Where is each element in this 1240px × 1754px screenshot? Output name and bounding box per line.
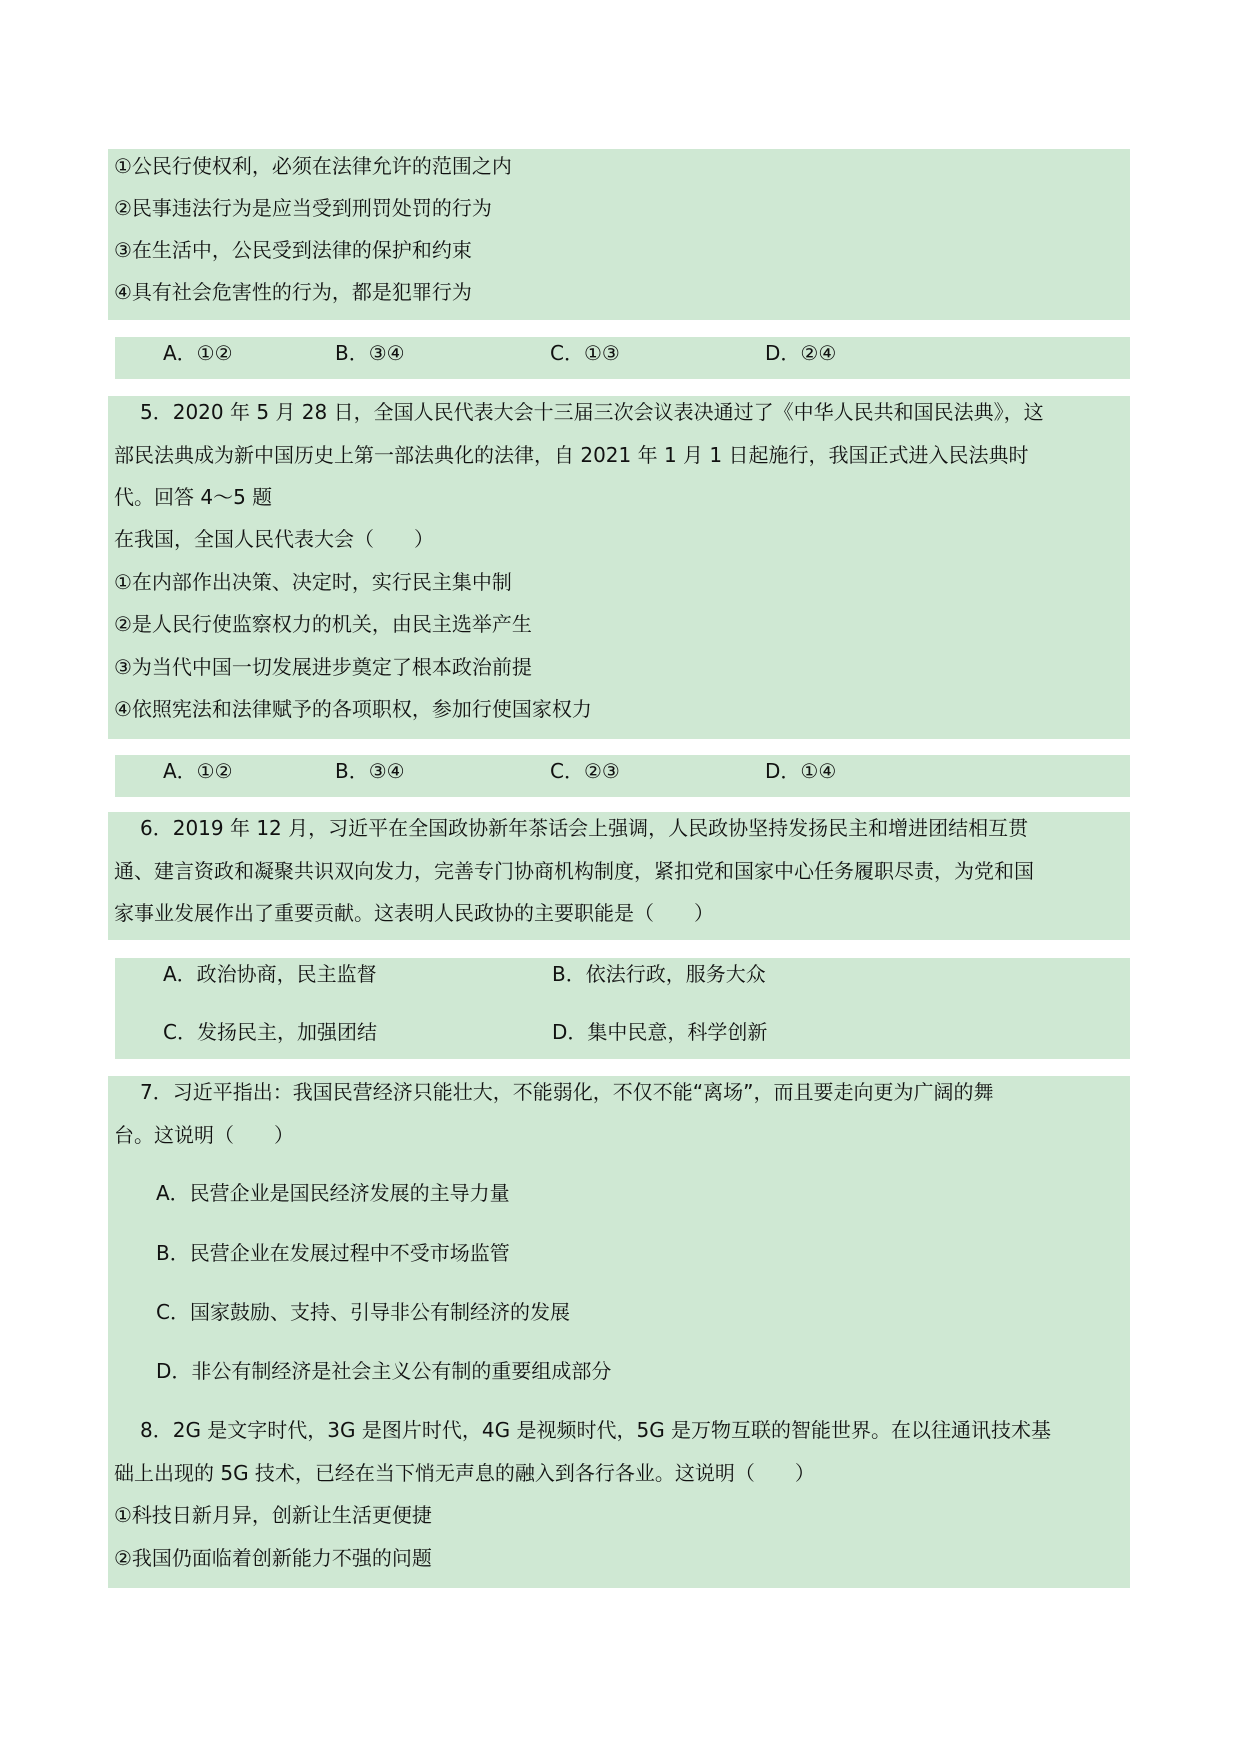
- q5-line-1: 5．2020 年 5 月 28 日，全国人民代表大会十三届三次会议表决通过了《中华人民共和国民法典》，这: [140, 400, 1044, 424]
- option-a[interactable]: A．①②: [163, 341, 233, 365]
- q5-stem: 在我国，全国人民代表大会（ ）: [114, 527, 434, 551]
- q7-line-2: 台。这说明（ ）: [114, 1123, 294, 1147]
- q8-line-1: 8．2G 是文字时代，3G 是图片时代，4G 是视频时代，5G 是万物互联的智能世界。在以往通讯技术基: [140, 1418, 1052, 1442]
- q5-option-c[interactable]: C．②③: [550, 759, 620, 783]
- q6-line-3: 家事业发展作出了重要贡献。这表明人民政协的主要职能是（ ）: [114, 901, 714, 925]
- statement-4: ④具有社会危害性的行为，都是犯罪行为: [114, 280, 472, 304]
- q7-option-b[interactable]: B．民营企业在发展过程中不受市场监管: [156, 1241, 510, 1265]
- statement-3: ③在生活中，公民受到法律的保护和约束: [114, 238, 472, 262]
- q7-line-1: 7．习近平指出：我国民营经济只能壮大，不能弱化，不仅不能“离场”，而且要走向更为广阔的舞: [140, 1080, 994, 1104]
- option-c[interactable]: C．①③: [550, 341, 620, 365]
- q5-statement-3: ③为当代中国一切发展进步奠定了根本政治前提: [114, 655, 532, 679]
- option-d[interactable]: D．②④: [765, 341, 837, 365]
- q8-statement-2: ②我国仍面临着创新能力不强的问题: [114, 1546, 432, 1570]
- q5-statement-2: ②是人民行使监察权力的机关，由民主选举产生: [114, 612, 532, 636]
- q5-line-2: 部民法典成为新中国历史上第一部法典化的法律，自 2021 年 1 月 1 日起施行，我国正式进入民法典时: [114, 443, 1029, 467]
- q6-option-c[interactable]: C．发扬民主，加强团结: [163, 1020, 377, 1044]
- q7-option-d[interactable]: D．非公有制经济是社会主义公有制的重要组成部分: [156, 1359, 612, 1383]
- statement-1: ①公民行使权利，必须在法律允许的范围之内: [114, 154, 512, 178]
- q7-option-a[interactable]: A．民营企业是国民经济发展的主导力量: [156, 1181, 510, 1205]
- q8-line-2: 础上出现的 5G 技术，已经在当下悄无声息的融入到各行各业。这说明（ ）: [114, 1461, 815, 1485]
- q6-line-1: 6．2019 年 12 月，习近平在全国政协新年茶话会上强调，人民政协坚持发扬民主和增进团结相互贯: [140, 816, 1029, 840]
- q7-option-c[interactable]: C．国家鼓励、支持、引导非公有制经济的发展: [156, 1300, 570, 1324]
- options-block-q4: [115, 337, 1130, 379]
- q5-option-d[interactable]: D．①④: [765, 759, 837, 783]
- options-block-q5: [115, 755, 1130, 797]
- statement-2: ②民事违法行为是应当受到刑罚处罚的行为: [114, 196, 492, 220]
- q5-statement-4: ④依照宪法和法律赋予的各项职权，参加行使国家权力: [114, 697, 592, 721]
- q5-option-b[interactable]: B．③④: [335, 759, 405, 783]
- q5-statement-1: ①在内部作出决策、决定时，实行民主集中制: [114, 570, 512, 594]
- q5-line-3: 代。回答 4～5 题: [114, 485, 273, 509]
- q6-line-2: 通、建言资政和凝聚共识双向发力，完善专门协商机构制度，紧扣党和国家中心任务履职尽责，为党和国: [114, 859, 1034, 883]
- q8-statement-1: ①科技日新月异，创新让生活更便捷: [114, 1503, 432, 1527]
- q5-option-a[interactable]: A．①②: [163, 759, 233, 783]
- q6-option-d[interactable]: D．集中民意，科学创新: [552, 1020, 768, 1044]
- q6-option-a[interactable]: A．政治协商，民主监督: [163, 962, 377, 986]
- option-b[interactable]: B．③④: [335, 341, 405, 365]
- q6-option-b[interactable]: B．依法行政，服务大众: [552, 962, 766, 986]
